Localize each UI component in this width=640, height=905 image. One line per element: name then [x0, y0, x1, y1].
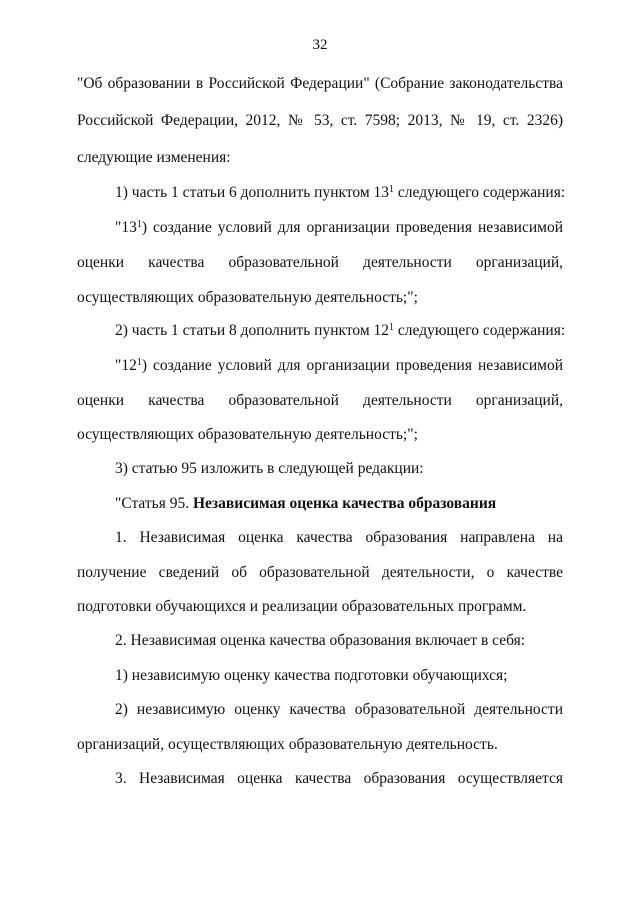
amendment-item-3: 3) статью 95 изложить в следующей редакции: — [115, 460, 424, 477]
text-line: оценки качества образовательной деятельности организаций, — [77, 392, 563, 409]
page-number: 32 — [312, 37, 328, 53]
superscript: 1 — [389, 183, 395, 195]
quoted-clause-12-1: "$12^1$) создание условий для организации проведения независимой — [115, 356, 563, 374]
text-line: оценки качества образовательной деятельности организаций, — [77, 254, 563, 271]
text-line: осуществляющих образовательную деятельность;"; — [77, 426, 418, 443]
text-line: осуществляющих образовательную деятельность;"; — [77, 289, 418, 306]
superscript: 1 — [136, 356, 142, 368]
article-heading: "Статья 95. Независимая оценка качества образования — [115, 495, 497, 512]
quoted-clause-13-1: "$13^1$) создание условий для организации проведения независимой — [115, 218, 563, 236]
article-title: Независимая оценка качества образования — [193, 495, 497, 512]
text-line: 3. Независимая оценка качества образования осуществляется — [115, 770, 563, 787]
text-line: подготовки обучающихся и реализации образовательных программ. — [77, 598, 527, 615]
superscript: 1 — [389, 321, 395, 333]
text-line: следующие изменения: — [77, 149, 231, 166]
text-line: 1. Независимая оценка качества образования направлена на — [115, 529, 563, 546]
text-line: 2) независимую оценку качества образовательной деятельности — [115, 701, 563, 718]
amendment-item-1: 1) часть 1 статьи 6 дополнить пунктом $13^1$ следующего содержания: — [115, 183, 566, 201]
text-line: "Об образовании в Российской Федерации" (Собрание законодательства — [77, 75, 563, 92]
text-line: организаций, осуществляющих образовательную деятельность. — [77, 736, 498, 753]
text-line: Российской Федерации, 2012, № 53, ст. 7598; 2013, № 19, ст. 2326) — [77, 112, 563, 129]
amendment-item-2: 2) часть 1 статьи 8 дополнить пунктом $12^1$ следующего содержания: — [115, 321, 566, 339]
text-line: получение сведений об образовательной деятельности, о качестве — [77, 564, 563, 581]
text-line: 1) независимую оценку качества подготовки обучающихся; — [115, 667, 508, 684]
text-line: 2. Независимая оценка качества образования включает в себя: — [115, 632, 526, 649]
superscript: 1 — [136, 218, 142, 230]
